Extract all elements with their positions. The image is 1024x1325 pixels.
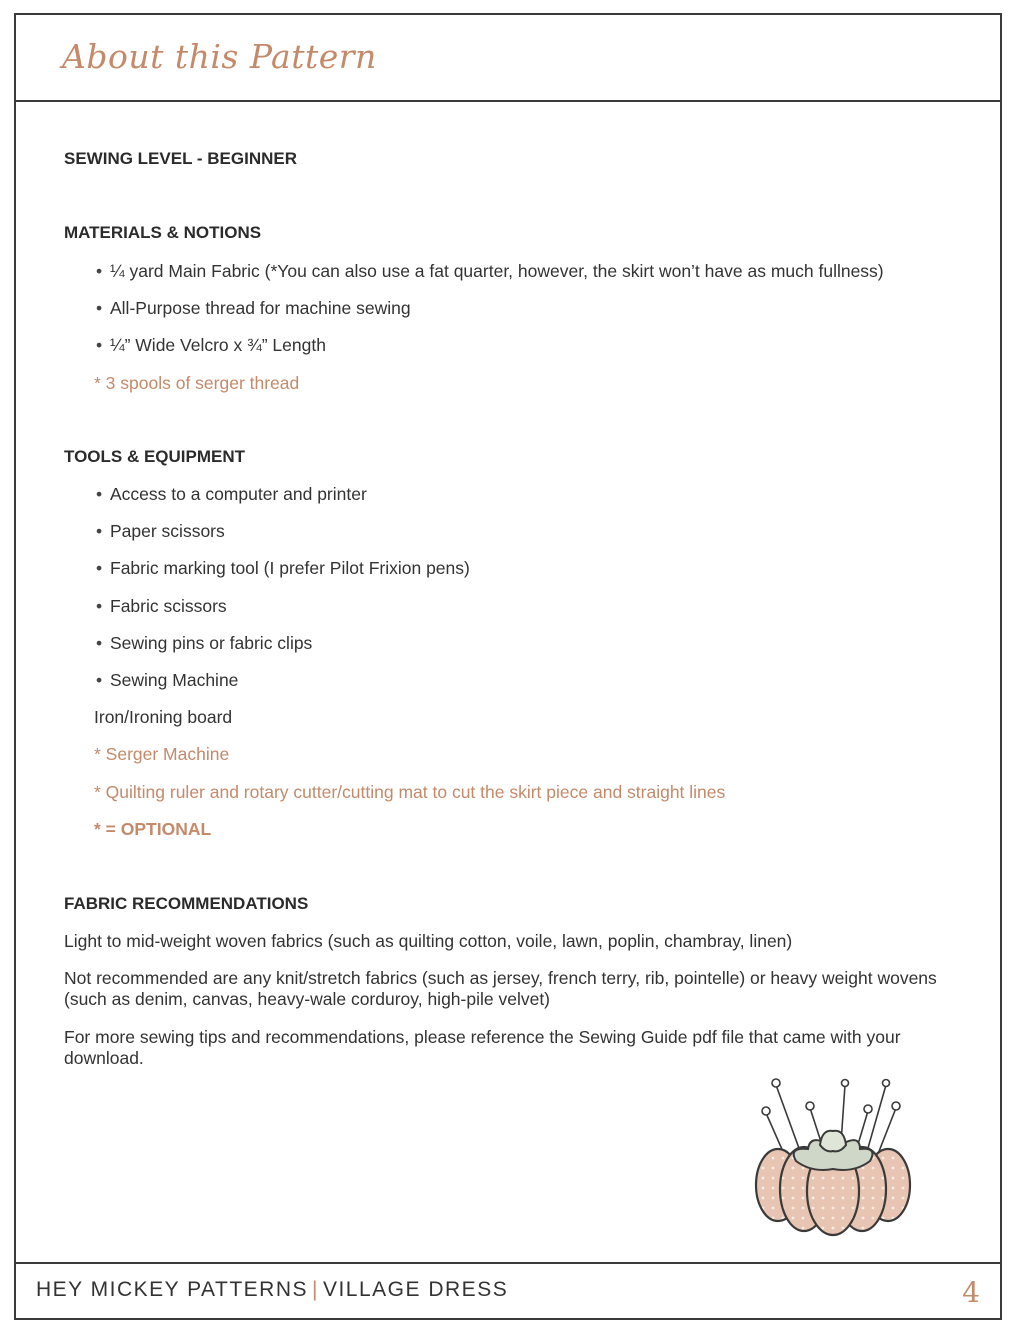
tools-plain-item: Iron/Ironing board xyxy=(94,707,233,727)
tools-item: • Sewing Machine xyxy=(96,670,238,691)
tools-heading: TOOLS & EQUIPMENT xyxy=(64,447,246,466)
tools-optional-item: * Serger Machine xyxy=(94,744,230,764)
materials-item: • ¼ yard Main Fabric (*You can also use a fat quarter, however, the skirt won’t have as much fullness) xyxy=(96,261,884,282)
materials-heading: MATERIALS & NOTIONS xyxy=(64,223,262,242)
tools-item: • Sewing pins or fabric clips xyxy=(96,633,312,654)
materials-item: • All-Purpose thread for machine sewing xyxy=(96,298,411,319)
pincushion-icon xyxy=(748,1063,918,1243)
optional-note: * = OPTIONAL xyxy=(94,819,212,839)
tools-optional-item: * Quilting ruler and rotary cutter/cutting mat to cut the skirt piece and straight lines xyxy=(94,782,726,802)
footer-separator: | xyxy=(312,1278,319,1301)
sewing-level-heading: SEWING LEVEL - BEGINNER xyxy=(64,149,297,168)
tools-item: • Fabric scissors xyxy=(96,596,227,617)
fabric-paragraph: Light to mid-weight woven fabrics (such as quilting cotton, voile, lawn, poplin, chambray, linen) xyxy=(64,931,793,951)
fabric-paragraph: For more sewing tips and recommendations, please reference the Sewing Guide pdf file that came with your download. xyxy=(64,1027,901,1068)
fabric-paragraph: Not recommended are any knit/stretch fabrics (such as jersey, french terry, rib, pointelle) or heavy weight wovens (such as denim, canvas, heavy-wale corduroy, high-pile velvet) xyxy=(64,968,937,1009)
materials-optional-item: * 3 spools of serger thread xyxy=(94,373,300,393)
page-title: About this Pattern xyxy=(62,37,377,76)
tools-item: • Paper scissors xyxy=(96,521,225,542)
footer-brand-line xyxy=(36,1278,508,1302)
page-footer xyxy=(16,1262,1000,1318)
tools-item: • Fabric marking tool (I prefer Pilot Frixion pens) xyxy=(96,558,470,579)
fabric-heading: FABRIC RECOMMENDATIONS xyxy=(64,894,309,913)
page-number: 4 xyxy=(962,1276,980,1309)
materials-item: • ¼” Wide Velcro x ¾” Length xyxy=(96,335,326,356)
page-header xyxy=(16,15,1000,102)
tools-item: • Access to a computer and printer xyxy=(96,484,367,505)
product-name: VILLAGE DRESS xyxy=(322,1278,509,1301)
brand-name: HEY MICKEY PATTERNS xyxy=(36,1278,308,1301)
